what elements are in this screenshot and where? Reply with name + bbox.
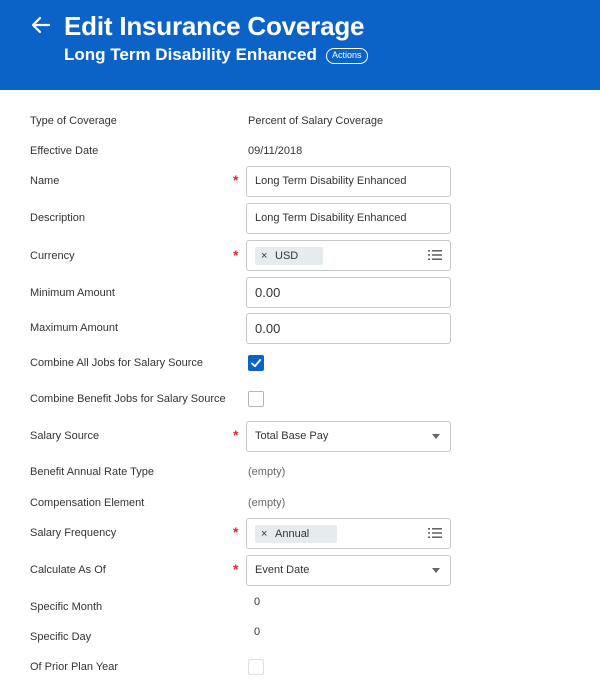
page-title: Edit Insurance Coverage [64, 11, 365, 41]
calculate-as-of-value: Event Date [255, 564, 310, 576]
calculate-as-of-select[interactable] [246, 555, 451, 586]
combine-benefit-jobs-checkbox[interactable] [248, 391, 264, 407]
description-label: Description [30, 212, 86, 224]
specific-month-label: Specific Month [30, 601, 103, 613]
minimum-amount-label: Minimum Amount [30, 287, 115, 299]
maximum-amount-label: Maximum Amount [30, 322, 119, 334]
chevron-down-icon [432, 568, 440, 573]
currency-prompt[interactable] [246, 240, 451, 271]
calculate-as-of-required-marker: * [233, 561, 239, 577]
salary-source-label: Salary Source [30, 430, 100, 442]
effective-date-value: 09/11/2018 [248, 145, 303, 157]
name-required-marker: * [233, 172, 239, 188]
calculate-as-of-label: Calculate As Of [30, 564, 106, 576]
list-icon[interactable] [428, 527, 442, 539]
combine-all-jobs-checkbox[interactable] [248, 355, 264, 371]
currency-chip-label: USD [275, 250, 299, 262]
type-of-coverage-value: Percent of Salary Coverage [248, 115, 384, 127]
effective-date-label: Effective Date [30, 145, 99, 157]
compensation-element-label: Compensation Element [30, 497, 145, 509]
benefit-annual-rate-type-label: Benefit Annual Rate Type [30, 466, 154, 478]
maximum-amount-input[interactable]: 0.00 [246, 313, 451, 344]
of-prior-plan-year-checkbox[interactable] [248, 659, 264, 675]
specific-month-value: 0 [254, 596, 261, 608]
combine-benefit-jobs-label: Combine Benefit Jobs for Salary Source [30, 393, 226, 405]
salary-source-select[interactable] [246, 421, 451, 452]
currency-chip [255, 247, 323, 265]
name-label: Name [30, 175, 60, 187]
chevron-down-icon [432, 434, 440, 439]
checkmark-icon [249, 356, 263, 370]
actions-button[interactable]: Actions [326, 48, 368, 64]
chip-remove-icon[interactable]: × [261, 250, 268, 262]
page-header [0, 0, 600, 90]
type-of-coverage-label: Type of Coverage [30, 115, 117, 127]
list-icon[interactable] [428, 249, 442, 261]
salary-frequency-chip-label: Annual [275, 528, 310, 540]
salary-frequency-chip [255, 525, 337, 543]
chip-remove-icon[interactable]: × [261, 528, 268, 540]
benefit-annual-rate-type-value: (empty) [248, 466, 286, 478]
currency-required-marker: * [233, 247, 239, 263]
salary-frequency-label: Salary Frequency [30, 527, 117, 539]
salary-source-value: Total Base Pay [255, 430, 329, 442]
specific-day-value: 0 [254, 626, 261, 638]
salary-source-required-marker: * [233, 427, 239, 443]
compensation-element-value: (empty) [248, 497, 286, 509]
name-input[interactable]: Long Term Disability Enhanced [246, 166, 451, 197]
description-input[interactable]: Long Term Disability Enhanced [246, 203, 451, 234]
currency-label: Currency [30, 250, 75, 262]
combine-all-jobs-label: Combine All Jobs for Salary Source [30, 357, 204, 369]
specific-day-label: Specific Day [30, 631, 92, 643]
back-arrow-icon[interactable] [30, 14, 52, 36]
minimum-amount-input[interactable]: 0.00 [246, 277, 451, 308]
salary-frequency-prompt[interactable] [246, 518, 451, 549]
salary-frequency-required-marker: * [233, 524, 239, 540]
page-subtitle: Long Term Disability Enhanced [64, 45, 317, 64]
of-prior-plan-year-label: Of Prior Plan Year [30, 661, 119, 673]
